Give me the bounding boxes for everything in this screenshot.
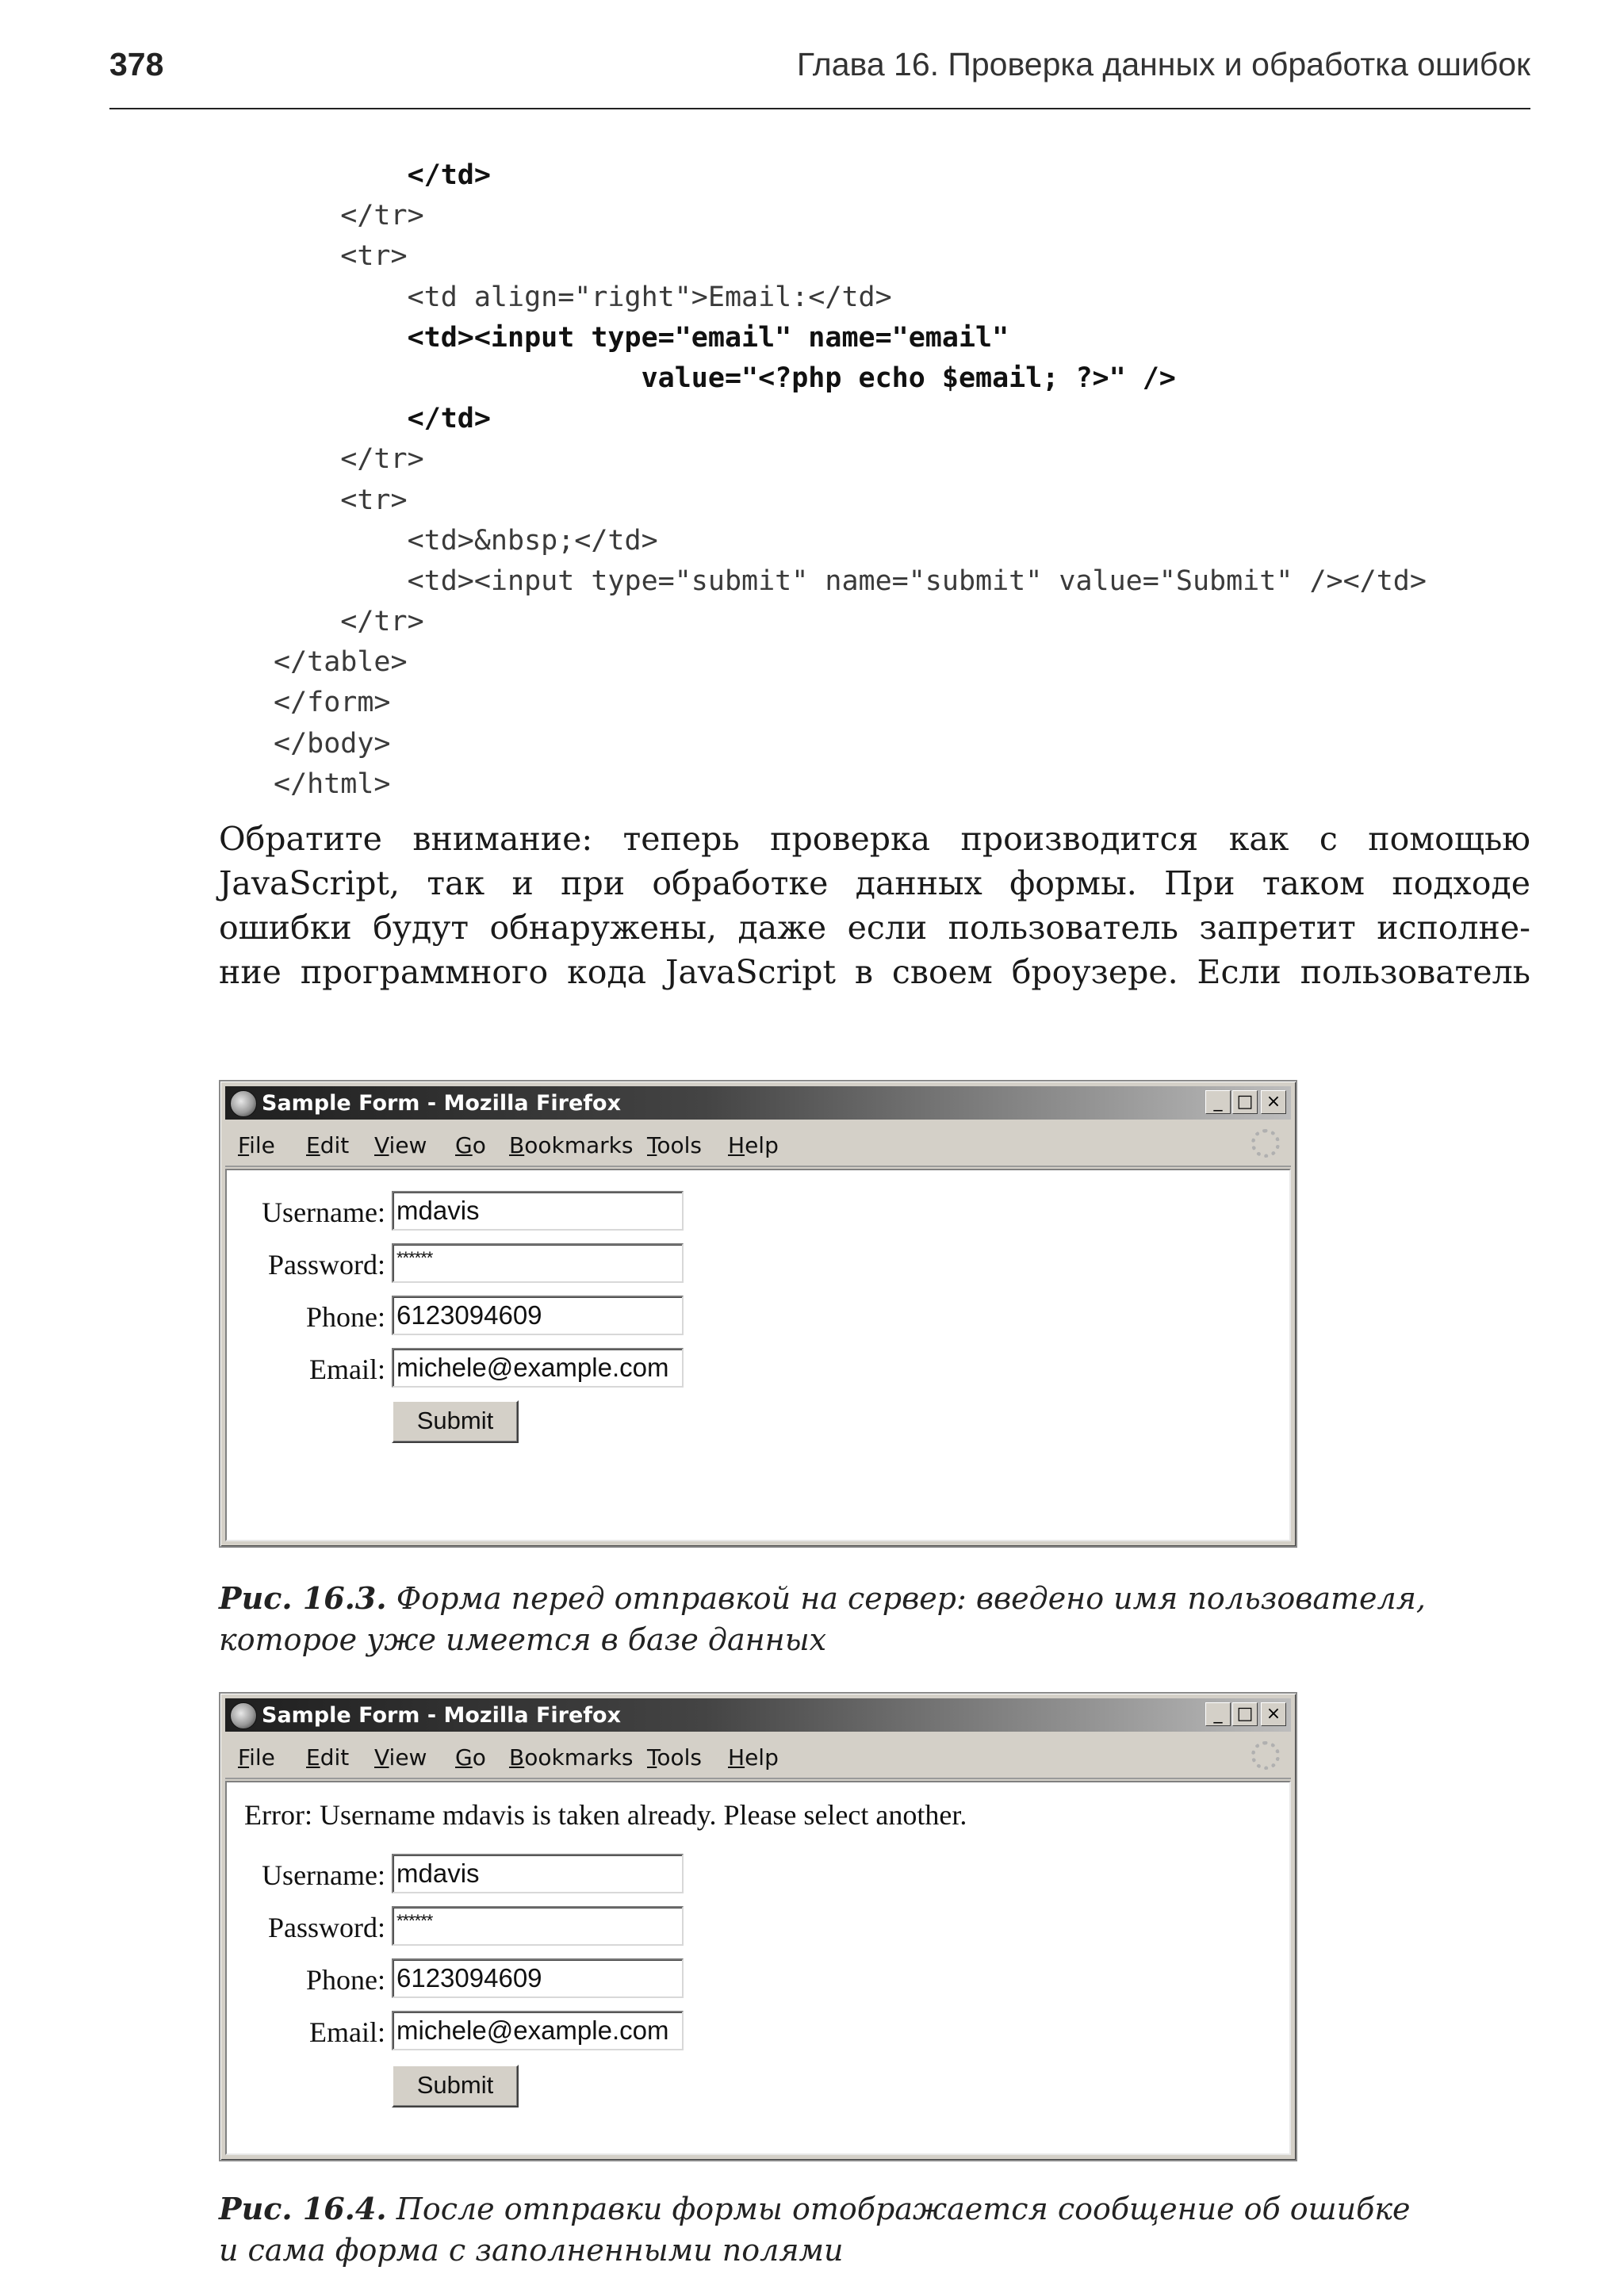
- code-line: <td><input type="email" name="email": [274, 321, 1009, 354]
- code-line: </td>: [274, 159, 491, 191]
- email-input[interactable]: michele@example.com: [392, 2011, 684, 2050]
- window-title: Sample Form - Mozilla Firefox: [262, 1091, 622, 1116]
- code-line: <tr>: [274, 240, 408, 273]
- code-line: <td align="right">Email:</td>: [274, 281, 892, 313]
- throbber-icon: [1251, 1129, 1280, 1158]
- body-paragraph: [219, 817, 1530, 994]
- menu-bar: [225, 1735, 1291, 1779]
- page-content: [225, 1169, 1291, 1541]
- menu-file[interactable]: File: [238, 1744, 275, 1771]
- password-input[interactable]: ******: [392, 1243, 684, 1283]
- phone-input[interactable]: 6123094609: [392, 1296, 684, 1335]
- submit-button[interactable]: Submit: [392, 2065, 519, 2107]
- firefox-window-fig-16-3: [219, 1080, 1297, 1548]
- menu-help[interactable]: Help: [728, 1132, 779, 1158]
- firefox-window-fig-16-4: [219, 1692, 1297, 2161]
- code-line: </form>: [274, 687, 391, 719]
- minimize-icon[interactable]: _: [1205, 1090, 1231, 1114]
- code-line: <td><input type="submit" name="submit" value="Submit" /></td>: [274, 565, 1427, 597]
- firefox-logo-icon: [230, 1090, 257, 1117]
- email-label: Email:: [309, 1353, 385, 1385]
- menu-view[interactable]: View: [374, 1744, 427, 1771]
- email-input[interactable]: michele@example.com: [392, 1348, 684, 1388]
- code-line: </html>: [274, 768, 391, 800]
- paragraph-line: ние программного кода JavaScript в своем броузере. Если пользователь: [219, 953, 1530, 991]
- close-icon[interactable]: ×: [1261, 1090, 1286, 1114]
- code-listing: [274, 155, 1427, 805]
- page-header: [109, 41, 1530, 109]
- caption-text: После отправки формы отображается сообщение об ошибке: [396, 2192, 1411, 2226]
- menu-edit[interactable]: Edit: [306, 1132, 350, 1158]
- email-label: Email:: [309, 2016, 385, 2048]
- username-input[interactable]: mdavis: [392, 1854, 684, 1893]
- window-titlebar[interactable]: [225, 1698, 1291, 1732]
- code-line: </table>: [274, 646, 408, 679]
- username-input[interactable]: mdavis: [392, 1191, 684, 1231]
- menu-help[interactable]: Help: [728, 1744, 779, 1771]
- paragraph-line: JavaScript, так и при обработке данных формы. При таком подходе: [219, 864, 1530, 902]
- code-line: </tr>: [274, 200, 424, 232]
- menu-go[interactable]: Go: [455, 1744, 486, 1771]
- caption-number: Рис. 16.3.: [219, 1580, 387, 1616]
- error-message: Error: Username mdavis is taken already. Please select another.: [244, 1799, 967, 1831]
- page-content: [225, 1781, 1291, 2155]
- caption-number: Рис. 16.4.: [219, 2191, 387, 2226]
- phone-label: Phone:: [305, 1964, 385, 1996]
- caption-text: которое уже имеется в базе данных: [219, 1622, 827, 1657]
- code-line: </td>: [274, 403, 491, 435]
- firefox-logo-icon: [230, 1702, 257, 1729]
- code-line: </body>: [274, 727, 391, 760]
- menu-view[interactable]: View: [374, 1132, 427, 1158]
- menu-tools[interactable]: Tools: [647, 1744, 702, 1771]
- minimize-icon[interactable]: _: [1205, 1702, 1231, 1726]
- password-label: Password:: [267, 1912, 385, 1943]
- code-line: <tr>: [274, 484, 408, 516]
- maximize-icon[interactable]: □: [1232, 1090, 1258, 1114]
- menu-bar: [225, 1123, 1291, 1167]
- paragraph-line: Обратите внимание: теперь проверка производится как с помощью: [219, 820, 1530, 858]
- menu-tools[interactable]: Tools: [647, 1132, 702, 1158]
- password-label: Password:: [267, 1249, 385, 1281]
- window-titlebar[interactable]: [225, 1086, 1291, 1120]
- username-label: Username:: [262, 1859, 385, 1891]
- username-label: Username:: [262, 1196, 385, 1228]
- maximize-icon[interactable]: □: [1232, 1702, 1258, 1726]
- phone-label: Phone:: [305, 1301, 385, 1333]
- menu-bookmarks[interactable]: Bookmarks: [509, 1132, 634, 1158]
- phone-input[interactable]: 6123094609: [392, 1958, 684, 1998]
- menu-file[interactable]: File: [238, 1132, 275, 1158]
- window-title: Sample Form - Mozilla Firefox: [262, 1703, 622, 1728]
- submit-button[interactable]: Submit: [392, 1400, 519, 1443]
- figure-caption-16-4: [219, 2188, 1530, 2271]
- code-line: </tr>: [274, 443, 424, 476]
- code-line: <td>&nbsp;</td>: [274, 524, 658, 557]
- throbber-icon: [1251, 1741, 1280, 1770]
- code-line: </tr>: [274, 606, 424, 638]
- code-line: value="<?php echo $email; ?>" />: [274, 362, 1176, 394]
- close-icon[interactable]: ×: [1261, 1702, 1286, 1726]
- page-number: 378: [109, 46, 164, 82]
- caption-text: и сама форма с заполненными полями: [219, 2233, 844, 2268]
- figure-caption-16-3: [219, 1578, 1530, 1660]
- caption-text: Форма перед отправкой на сервер: введено имя пользователя,: [396, 1581, 1426, 1616]
- menu-edit[interactable]: Edit: [306, 1744, 350, 1771]
- menu-bookmarks[interactable]: Bookmarks: [509, 1744, 634, 1771]
- paragraph-line: ошибки будут обнаружены, даже если пользователь запретит исполне-: [219, 909, 1530, 947]
- running-title: Глава 16. Проверка данных и обработка ошибок: [796, 46, 1530, 82]
- menu-go[interactable]: Go: [455, 1132, 486, 1158]
- password-input[interactable]: ******: [392, 1906, 684, 1946]
